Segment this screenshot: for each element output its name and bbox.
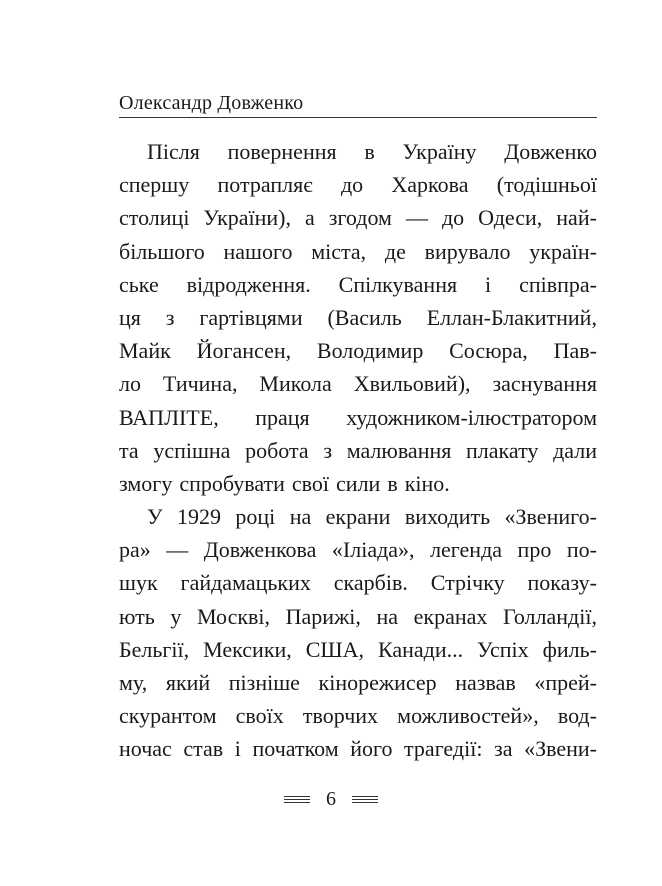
word: Бельгії, bbox=[119, 636, 190, 662]
word: робота bbox=[245, 437, 309, 463]
word: успішна bbox=[153, 437, 231, 463]
word: який bbox=[165, 670, 211, 695]
word: його bbox=[350, 736, 393, 762]
text-line bbox=[119, 168, 597, 201]
word: змогу bbox=[119, 470, 173, 496]
word: скурантом bbox=[119, 703, 217, 729]
word: кіно. bbox=[404, 470, 450, 496]
word: Харкова bbox=[391, 172, 469, 198]
word: «Звениго- bbox=[504, 504, 597, 530]
word: плакату bbox=[466, 437, 539, 463]
word: згодом bbox=[328, 205, 392, 231]
word: за bbox=[494, 736, 513, 762]
word: до bbox=[340, 172, 364, 198]
word: 1929 bbox=[176, 504, 221, 530]
word: в bbox=[387, 470, 398, 496]
word: Йогансен, bbox=[196, 338, 292, 364]
word: Мексики, bbox=[203, 636, 292, 662]
word: (Василь bbox=[327, 304, 402, 330]
word: повернення bbox=[227, 139, 337, 164]
word: ночас bbox=[119, 736, 172, 762]
word: і bbox=[234, 736, 241, 762]
word: Хвильовий), bbox=[353, 371, 471, 397]
word: міста, bbox=[311, 238, 367, 264]
text-line bbox=[119, 600, 597, 633]
word: вирувало bbox=[424, 238, 511, 264]
word: Майк bbox=[119, 338, 171, 364]
word: Довженкова bbox=[203, 537, 317, 563]
word: Стрічку bbox=[430, 570, 505, 596]
word: потрапляє bbox=[217, 172, 313, 198]
body-text bbox=[119, 135, 597, 766]
word: назвав bbox=[455, 670, 516, 695]
header-rule bbox=[119, 117, 597, 118]
word: Спілкування bbox=[338, 271, 458, 297]
word: — bbox=[166, 537, 189, 563]
word: дали bbox=[553, 437, 597, 463]
word: вод- bbox=[557, 703, 597, 729]
word: филь- bbox=[542, 636, 597, 662]
word: Володимир bbox=[316, 338, 424, 364]
word: художником-ілюстратором bbox=[346, 404, 597, 430]
word: сили bbox=[336, 470, 381, 496]
word: трагедії: bbox=[404, 736, 483, 762]
word: в bbox=[364, 139, 375, 164]
word: спробувати bbox=[179, 470, 285, 496]
word: пізніше bbox=[228, 670, 300, 695]
word: ця bbox=[119, 304, 141, 330]
word: виходить bbox=[404, 504, 491, 530]
word: ВАПЛІТЕ, bbox=[119, 404, 219, 430]
text-line bbox=[119, 633, 597, 666]
word: у bbox=[170, 603, 182, 629]
word: Пав- bbox=[553, 338, 597, 364]
word: Сосюра, bbox=[449, 338, 528, 364]
page-number: 6 bbox=[326, 788, 336, 810]
word: (тодішньої bbox=[496, 172, 597, 198]
word: з bbox=[323, 437, 333, 463]
word: початком bbox=[252, 736, 339, 762]
page-footer bbox=[0, 786, 662, 812]
word: кінорежисер bbox=[318, 670, 437, 695]
text-line bbox=[119, 732, 597, 765]
word: свої bbox=[291, 470, 330, 496]
word: США, bbox=[305, 636, 364, 662]
word: відродження. bbox=[186, 271, 311, 297]
word: на bbox=[376, 603, 399, 629]
word: екранах bbox=[413, 603, 488, 629]
text-line bbox=[119, 666, 597, 699]
word: і bbox=[485, 271, 492, 297]
word: по- bbox=[566, 537, 597, 563]
text-line bbox=[119, 401, 597, 434]
word: показу- bbox=[527, 570, 597, 596]
ornament-right bbox=[352, 796, 378, 803]
word: Довженко bbox=[504, 139, 597, 164]
word: Микола bbox=[259, 371, 332, 397]
word: гайдамацьких bbox=[180, 570, 311, 596]
text-line bbox=[119, 235, 597, 268]
text-line bbox=[119, 268, 597, 301]
text-line bbox=[119, 301, 597, 334]
word: екрани bbox=[325, 504, 391, 530]
word: ють bbox=[119, 603, 155, 629]
word: спершу bbox=[119, 172, 190, 198]
word: столиці bbox=[119, 205, 190, 231]
word: Канади... bbox=[377, 636, 464, 662]
text-line bbox=[119, 434, 597, 467]
word: Еллан-Блакитний, bbox=[426, 304, 597, 330]
running-head-author: Олександр Довженко bbox=[119, 92, 304, 114]
word: україн- bbox=[529, 238, 597, 264]
word: до bbox=[441, 205, 465, 231]
word: більшого bbox=[119, 238, 205, 264]
word: му, bbox=[119, 670, 148, 695]
word: з bbox=[165, 304, 175, 330]
word: «Іліада», bbox=[331, 537, 415, 563]
word: Парижі, bbox=[285, 603, 361, 629]
word: на bbox=[289, 504, 312, 530]
word: Тичина, bbox=[162, 371, 238, 397]
ornament-left bbox=[284, 796, 310, 803]
word: став bbox=[183, 736, 224, 762]
word: а bbox=[305, 205, 315, 231]
word: — bbox=[405, 205, 428, 231]
text-line bbox=[119, 699, 597, 732]
text-line bbox=[119, 201, 597, 234]
text-line bbox=[119, 566, 597, 599]
word: та bbox=[119, 437, 139, 463]
text-line bbox=[119, 367, 597, 400]
word: можливостей», bbox=[397, 703, 539, 729]
word: У bbox=[147, 504, 163, 530]
word: ське bbox=[119, 271, 159, 297]
word: «прей- bbox=[534, 670, 597, 695]
word: шук bbox=[119, 570, 158, 596]
word: році bbox=[235, 504, 276, 530]
text-line bbox=[119, 533, 597, 566]
word: своїх bbox=[235, 703, 284, 729]
word: Україну bbox=[402, 139, 477, 164]
word: ло bbox=[119, 371, 141, 397]
word: най- bbox=[556, 205, 597, 231]
word: про bbox=[517, 537, 552, 563]
word: Після bbox=[147, 139, 200, 164]
word: Одеси, bbox=[478, 205, 543, 231]
word: ра» bbox=[119, 537, 151, 563]
word: Успіх bbox=[477, 636, 529, 662]
word: заснування bbox=[492, 371, 597, 397]
word: скарбів. bbox=[333, 570, 408, 596]
word: Голландії, bbox=[503, 603, 597, 629]
word: малювання bbox=[346, 437, 452, 463]
word: «Звени- bbox=[524, 736, 597, 762]
text-line bbox=[119, 135, 597, 168]
word: нашого bbox=[223, 238, 293, 264]
word: Москві, bbox=[197, 603, 271, 629]
word: праця bbox=[255, 404, 310, 430]
word: легенда bbox=[430, 537, 503, 563]
word: творчих bbox=[302, 703, 379, 729]
word: України), bbox=[203, 205, 292, 231]
text-line bbox=[119, 500, 597, 533]
word: де bbox=[384, 238, 406, 264]
text-line bbox=[119, 334, 597, 367]
text-line bbox=[119, 467, 597, 500]
word: співпра- bbox=[519, 271, 597, 297]
word: гартівцями bbox=[199, 304, 303, 330]
